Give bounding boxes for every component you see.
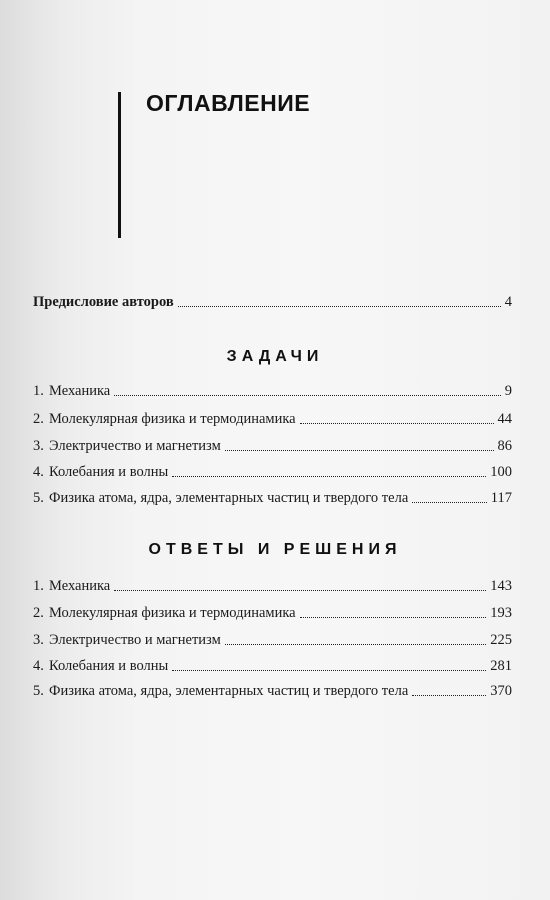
- dot-leader: [114, 590, 486, 591]
- dot-leader: [172, 476, 486, 477]
- toc-entry[interactable]: [33, 436, 512, 456]
- toc-entry-page: 117: [490, 490, 512, 506]
- dot-leader: [300, 423, 494, 424]
- toc-entry-number: 2.: [33, 605, 44, 621]
- toc-entry-number: 1.: [33, 383, 44, 399]
- dot-leader: [412, 502, 487, 503]
- toc-entry-number: 2.: [33, 411, 44, 427]
- toc-entry-page: 281: [490, 658, 512, 674]
- toc-entry-label: Механика: [49, 578, 111, 594]
- dot-leader: [225, 450, 494, 451]
- toc-entry-label: Колебания и волны: [49, 464, 169, 480]
- toc-entry-preface[interactable]: [33, 292, 512, 312]
- toc-entry[interactable]: [33, 462, 512, 482]
- toc-entry-number: 4.: [33, 658, 44, 674]
- toc-entry-page: 44: [497, 411, 512, 427]
- toc-entry-page: 100: [490, 464, 512, 480]
- dot-leader: [114, 395, 501, 396]
- toc-entry-number: 1.: [33, 578, 44, 594]
- toc-entry-number: 3.: [33, 438, 44, 454]
- toc-entry-label: Колебания и волны: [49, 658, 169, 674]
- toc-entry-label: Электричество и магнетизм: [49, 632, 221, 648]
- toc-entry-label: Физика атома, ядра, элементарных частиц и твердого тела: [49, 683, 409, 699]
- title-vertical-rule: [118, 92, 121, 238]
- toc-entry-number: 4.: [33, 464, 44, 480]
- toc-entry-number: 5.: [33, 683, 44, 699]
- section-title-answers: ОТВЕТЫ И РЕШЕНИЯ: [148, 541, 402, 558]
- dot-leader: [300, 617, 487, 618]
- section-title-problems: ЗАДАЧИ: [226, 348, 324, 365]
- toc-entry-number: 5.: [33, 490, 44, 506]
- toc-entry-number: 3.: [33, 632, 44, 648]
- dot-leader: [412, 695, 486, 696]
- dot-leader: [172, 670, 486, 671]
- toc-entry[interactable]: [33, 630, 512, 650]
- toc-entry-page: 370: [490, 683, 512, 699]
- toc-entry-page: 193: [490, 605, 512, 621]
- toc-entry-label: Электричество и магнетизм: [49, 438, 221, 454]
- toc-entry-page: 86: [497, 438, 512, 454]
- toc-entry[interactable]: [33, 576, 512, 596]
- toc-entry[interactable]: [33, 681, 512, 701]
- toc-entry-page: 4: [504, 294, 512, 310]
- toc-title: ОГЛАВЛЕНИЕ: [146, 90, 311, 116]
- toc-entry-page: 143: [490, 578, 512, 594]
- toc-entry-label: Молекулярная физика и термодинамика: [49, 411, 296, 427]
- toc-entry[interactable]: [33, 656, 512, 676]
- dot-leader: [178, 306, 501, 307]
- toc-entry-page: 225: [490, 632, 512, 648]
- toc-entry-label: Физика атома, ядра, элементарных частиц и твердого тела: [49, 490, 409, 506]
- toc-entry-label: Предисловие авторов: [33, 294, 174, 310]
- toc-entry[interactable]: [33, 488, 512, 508]
- toc-entry-page: 9: [504, 383, 512, 399]
- toc-entry-label: Молекулярная физика и термодинамика: [49, 605, 296, 621]
- toc-entry[interactable]: [33, 409, 512, 429]
- toc-entry-label: Механика: [49, 383, 111, 399]
- dot-leader: [225, 644, 487, 645]
- toc-entry[interactable]: [33, 603, 512, 623]
- toc-entry[interactable]: [33, 381, 512, 401]
